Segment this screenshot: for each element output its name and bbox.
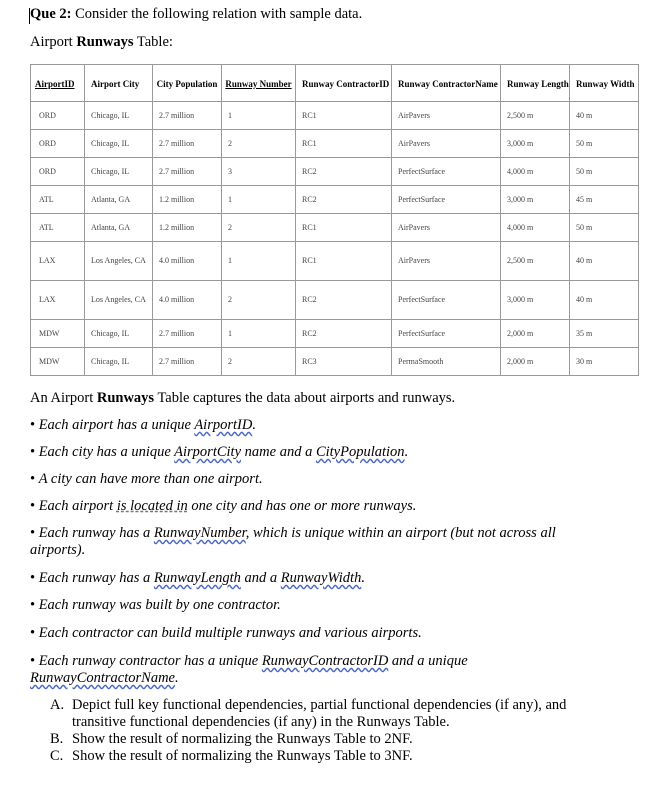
table-cell: 2 (222, 130, 296, 158)
table-cell: Los Angeles, CA (85, 281, 153, 320)
table-row (31, 242, 639, 281)
table-cell: LAX (31, 242, 85, 281)
term-is-located-in: is located in (116, 498, 188, 514)
term-airportid: AirportID (194, 417, 253, 433)
table-cell: RC1 (296, 130, 392, 158)
table-row (31, 320, 639, 348)
term-runwaywidth: RunwayWidth (280, 570, 362, 586)
table-cell: 1 (222, 102, 296, 130)
table-cell: 2.7 million (153, 158, 222, 186)
table-row (31, 130, 639, 158)
question-text: Consider the following relation with sample data. (71, 6, 363, 22)
table-cell: ORD (31, 158, 85, 186)
table-cell: 2,000 m (501, 348, 570, 376)
table-cell: 1 (222, 242, 296, 281)
table-cell: 2 (222, 214, 296, 242)
table-row (31, 214, 639, 242)
table-cell: RC1 (296, 102, 392, 130)
intro-bold: Runways (96, 390, 155, 406)
table-cell: 4.0 million (153, 281, 222, 320)
table-cell: Chicago, IL (85, 320, 153, 348)
table-cell: ATL (31, 214, 85, 242)
table-cell: 2 (222, 281, 296, 320)
col-header: Runway ContractorName (392, 65, 501, 102)
table-cell: RC2 (296, 158, 392, 186)
table-cell: 40 m (570, 281, 639, 320)
table-cell: AirPavers (392, 214, 501, 242)
table-cell: 2,500 m (501, 242, 570, 281)
bullet-3: • A city can have more than one airport. (30, 471, 263, 487)
table-cell: ORD (31, 130, 85, 158)
table-cell: 3,000 m (501, 186, 570, 214)
table-cell: 40 m (570, 242, 639, 281)
table-cell: 3,000 m (501, 130, 570, 158)
table-cell: 1.2 million (153, 214, 222, 242)
table-cell: Atlanta, GA (85, 186, 153, 214)
question-c: C. Show the result of normalizing the Runways Table to 3NF. (50, 748, 413, 764)
question-list (50, 697, 592, 765)
table-cell: 2.7 million (153, 130, 222, 158)
table-cell: Los Angeles, CA (85, 242, 153, 281)
table-cell: 2,000 m (501, 320, 570, 348)
table-cell: 1.2 million (153, 186, 222, 214)
table-cell: 50 m (570, 130, 639, 158)
question-title (30, 6, 362, 23)
table-cell: 2 (222, 348, 296, 376)
table-cell: 2,500 m (501, 102, 570, 130)
table-cell: AirPavers (392, 130, 501, 158)
bullet-2: • Each city has a unique AirportCity name and a CityPopulation. (30, 444, 409, 460)
table-cell: PerfectSurface (392, 320, 501, 348)
table-header-row (31, 65, 639, 102)
question-a: A. Depict full key functional dependencies, partial functional dependencies (if any), and transitive functional dependencies (if any) in the Runways Table. (50, 697, 567, 730)
table-cell: 30 m (570, 348, 639, 376)
table-cell: 1 (222, 320, 296, 348)
bullet-8: • Each contractor can build multiple runways and various airports. (30, 625, 422, 641)
table-cell: AirPavers (392, 102, 501, 130)
table-row (31, 348, 639, 376)
term-airportcity: AirportCity (174, 444, 242, 460)
table-cell: 1 (222, 186, 296, 214)
table-row (31, 186, 639, 214)
term-runwaynumber: RunwayNumber (153, 525, 246, 541)
table-cell: 4,000 m (501, 158, 570, 186)
table-cell: 45 m (570, 186, 639, 214)
airport-runways-table (30, 64, 639, 376)
table-title (30, 34, 173, 51)
table-cell: 2.7 million (153, 348, 222, 376)
table-cell: PermaSmooth (392, 348, 501, 376)
table-cell: RC1 (296, 242, 392, 281)
table-row (31, 281, 639, 320)
bullet-6: • Each runway has a RunwayLength and a RunwayWidth. (30, 570, 365, 586)
table-cell: Chicago, IL (85, 130, 153, 158)
table-cell: AirPavers (392, 242, 501, 281)
term-runwaylength: RunwayLength (153, 570, 241, 586)
table-cell: 35 m (570, 320, 639, 348)
table-cell: ATL (31, 186, 85, 214)
table-row (31, 102, 639, 130)
col-header: AirportID (31, 65, 85, 102)
table-cell: 50 m (570, 214, 639, 242)
col-header: Runway ContractorID (296, 65, 392, 102)
table-cell: 3,000 m (501, 281, 570, 320)
intro-prefix: An Airport (30, 390, 97, 406)
col-header: Runway Length (501, 65, 570, 102)
col-header: City Population (153, 65, 222, 102)
bullet-7: • Each runway was built by one contractor. (30, 597, 281, 613)
col-header: Runway Number (222, 65, 296, 102)
table-cell: Chicago, IL (85, 102, 153, 130)
col-header: Airport City (85, 65, 153, 102)
question-label: Que 2: (30, 6, 72, 22)
table-cell: 2.7 million (153, 320, 222, 348)
table-cell: MDW (31, 320, 85, 348)
table-cell: Chicago, IL (85, 348, 153, 376)
table-cell: Chicago, IL (85, 158, 153, 186)
bullet-4: • Each airport is located in one city and has one or more runways. (30, 498, 417, 514)
intro-paragraph (30, 390, 455, 407)
table-cell: RC2 (296, 281, 392, 320)
table-cell: RC2 (296, 320, 392, 348)
term-runwaycontractorname: RunwayContractorName (30, 670, 175, 686)
bullet-1: • Each airport has a unique AirportID. (30, 417, 256, 433)
term-runwaycontractorid: RunwayContractorID (261, 653, 389, 669)
table-title-bold: Runways (76, 34, 134, 50)
table-cell: 2.7 million (153, 102, 222, 130)
table-cell: 50 m (570, 158, 639, 186)
bullet-9: • Each runway contractor has a unique RunwayContractorID and a unique RunwayContractorName. (30, 653, 468, 686)
table-cell: RC1 (296, 214, 392, 242)
table-cell: RC2 (296, 186, 392, 214)
table-cell: 4.0 million (153, 242, 222, 281)
table-cell: 40 m (570, 102, 639, 130)
table-cell: RC3 (296, 348, 392, 376)
intro-suffix: Table captures the data about airports and runways. (154, 390, 456, 406)
table-cell: MDW (31, 348, 85, 376)
question-b: B. Show the result of normalizing the Runways Table to 2NF. (50, 731, 413, 747)
table-cell: 4,000 m (501, 214, 570, 242)
table-title-prefix: Airport (30, 34, 77, 50)
table-cell: PerfectSurface (392, 281, 501, 320)
term-citypopulation: CityPopulation (315, 444, 405, 460)
table-row (31, 158, 639, 186)
col-header: Runway Width (570, 65, 639, 102)
table-cell: ORD (31, 102, 85, 130)
table-cell: LAX (31, 281, 85, 320)
bullet-5: • Each runway has a RunwayNumber, which is unique within an airport (but not across all airports). (30, 525, 556, 558)
table-cell: PerfectSurface (392, 186, 501, 214)
table-cell: 3 (222, 158, 296, 186)
table-title-suffix: Table: (133, 34, 173, 50)
table-cell: Atlanta, GA (85, 214, 153, 242)
table-cell: PerfectSurface (392, 158, 501, 186)
